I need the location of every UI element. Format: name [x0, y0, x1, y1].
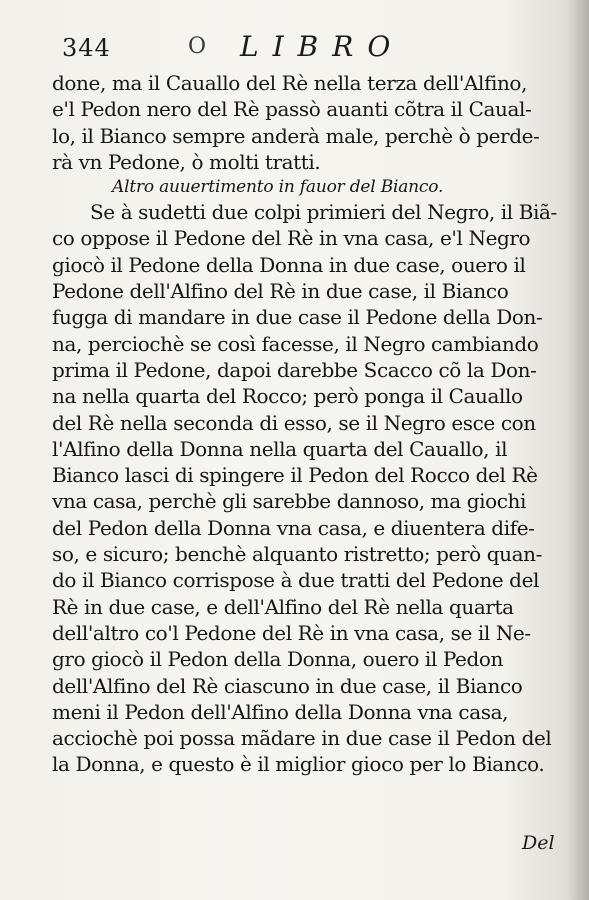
text-line: Pedone dell'Alfino del Rè in due case, il Bianco: [52, 279, 509, 304]
text-line: meni il Pedon dell'Alfino della Donna vna casa,: [52, 699, 509, 724]
text-line: vna casa, perchè gli sarebbe dannoso, ma giochi: [52, 489, 527, 514]
text-line: Rè in due case, e dell'Alfino del Rè nella quarta: [52, 594, 514, 619]
text-line: dell'Alfino del Rè ciascuno in due case, il Bianco: [52, 673, 523, 698]
text-line: Se à sudetti due colpi primieri del Negro, il Biã-: [90, 200, 557, 225]
catchword: Del: [522, 832, 555, 854]
text-line: giocò il Pedone della Donna in due case, ouero il: [52, 252, 526, 277]
text-line: Bianco lasci di spingere il Pedon del Rocco del Rè: [52, 463, 538, 488]
text-line: l'Alfino della Donna nella quarta del Cauallo, il: [52, 436, 508, 461]
text-line: acciochè poi possa mãdare in due case il Pedon del: [52, 726, 552, 751]
text-line: del Rè nella seconda di esso, se il Negro esce con: [52, 410, 536, 435]
text-line: la Donna, e questo è il miglior gioco per lo Bianco.: [52, 752, 545, 777]
text-line: dell'altro co'l Pedone del Rè in vna casa, se il Ne-: [52, 620, 531, 645]
text-line: so, e sicuro; benchè alquanto ristretto; però quan-: [52, 542, 543, 567]
section-subheading: Altro auuertimento in fauor del Bianco.: [112, 177, 444, 198]
text-line: do il Bianco corrispose à due tratti del Pedone del: [52, 568, 540, 593]
text-line: rà vn Pedone, ò molti tratti.: [52, 149, 321, 174]
ornament-icon: O: [188, 34, 207, 59]
text-line: na, perciochè se così facesse, il Negro cambiando: [52, 331, 539, 356]
text-line: fugga di mandare in due case il Pedone della Don-: [52, 305, 543, 330]
text-line: prima il Pedone, dapoi darebbe Scacco cõ la Don-: [52, 357, 537, 382]
page-header: [62, 28, 562, 68]
text-line: gro giocò il Pedon della Donna, ouero il Pedon: [52, 647, 504, 672]
text-line: e'l Pedon nero del Rè passò auanti cõtra il Caual-: [52, 97, 532, 122]
running-head: LIBRO: [240, 30, 405, 63]
text-line: del Pedon della Donna vna casa, e diuentera dife-: [52, 515, 535, 540]
text-line: na nella quarta del Rocco; però ponga il Cauallo: [52, 384, 523, 409]
text-line: co oppose il Pedone del Rè in vna casa, e'l Negro: [52, 226, 531, 251]
text-line: done, ma il Cauallo del Rè nella terza dell'Alfino,: [52, 71, 528, 95]
text-line: lo, il Bianco sempre anderà male, perchè ò perde-: [52, 123, 540, 148]
page-number: 344: [62, 34, 111, 62]
page-body: [52, 70, 582, 778]
